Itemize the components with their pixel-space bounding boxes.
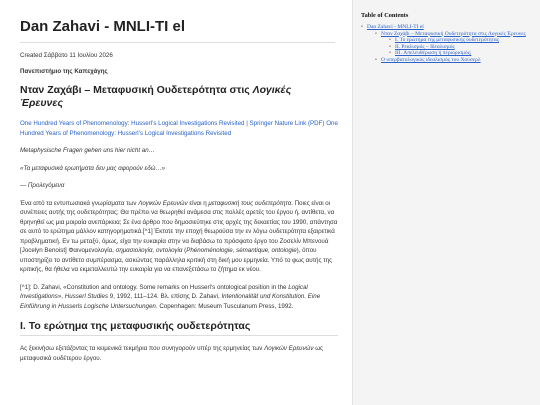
source-links xyxy=(20,119,338,138)
intro-text-8: Phénoménologie, sémantique, ontologie xyxy=(186,247,297,254)
intro-text-4: μεταφυσική τους ουδετερότητα xyxy=(208,199,292,207)
toc-sublist xyxy=(367,31,532,64)
toc-link-idealism[interactable]: Ο υπερβατολογικός ιδεαλισμός του Χούσερλ xyxy=(381,56,481,63)
section-1-text-2: Λογικών Ερευνών xyxy=(264,345,314,352)
toc-item-root xyxy=(361,24,532,64)
footnote-text-6: Intentionalität und Konstitution. Eine Einführung in Husserls Logische Untersuchungen xyxy=(20,293,321,310)
toc-sidebar xyxy=(352,0,540,405)
main-heading-italic: Λογικές Έρευνες xyxy=(20,84,292,109)
intro-paragraph xyxy=(20,199,338,275)
toc-item-section-1 xyxy=(389,37,532,44)
toc-item-section-2 xyxy=(389,44,532,51)
footnote-text-3: », xyxy=(57,293,65,300)
prologue-label: — Προλεγόμενα xyxy=(20,182,65,189)
toc-list xyxy=(361,24,532,64)
intro-text-9: ), όπου υποστηρίζει το αντίθετο συμπέρασμα, ασκώντας παράλληλα κριτική στη δική μου ερμηνεία. Υπό το φως αυτής της κριτικής, θα ήθελα να εκμεταλλευτώ την ευκαιρία για να επανεξετάσω το ζήτημα εκ νέου. xyxy=(20,247,333,273)
toc-link-section-1[interactable]: I. Το ερώτημα της μεταφυσικής ουδετερότητας xyxy=(395,37,499,44)
toc-link-section-3[interactable]: III. Απελευθέρωση ή περιορισμός; xyxy=(395,50,472,57)
intro-text-3: είναι η xyxy=(187,199,209,207)
created-date: Created Σάββατο 11 Ιουλίου 2026 xyxy=(20,52,113,59)
intro-text-2: Λογικών Ερευνών xyxy=(138,199,188,207)
toc-item-main-heading xyxy=(375,31,532,57)
section-heading-1: I. Το ερώτημα της μεταφυσικής ουδετερότητας xyxy=(20,320,338,336)
footnote-1 xyxy=(20,283,338,312)
footnote-text-4: Husserl Studies xyxy=(64,293,109,300)
toc-link-section-2[interactable]: II. Ρεαλισμός – Ιδεαλισμός xyxy=(395,43,455,50)
intro-text-1: Ένα από τα εντυπωσιακά γνωρίσματα των xyxy=(20,199,139,207)
intro-text-7: ( xyxy=(182,247,187,254)
section-1-text-1: Ας ξεκινήσω εξετάζοντας τα κειμενικά τεκμήρια που συνηγορούν υπέρ της ερμηνείας των xyxy=(20,345,265,352)
toc-item-section-3 xyxy=(389,50,532,57)
toc-item-idealism xyxy=(375,57,532,64)
footnote-text-5: 9, 1992, 111–124. Βλ. επίσης D. Zahavi, xyxy=(108,293,222,300)
main-heading xyxy=(20,84,335,109)
footnote-text-1: [^1]: D. Zahavi, «Constitution and ontology. Some remarks on Husserl’s ontological position in the xyxy=(20,283,289,291)
toc-title: Table of Contents xyxy=(361,12,409,19)
toc-subsublist xyxy=(381,37,532,57)
main-heading-text: Νταν Ζαχάβι – Μεταφυσική Ουδετερότητα στις xyxy=(20,84,253,96)
toc-link-main-heading[interactable]: Νταν Ζαχάβι – Μεταφυσική Ουδετερότητα στις Λογικές Έρευνες xyxy=(381,30,526,37)
footnote-text-7: . Copenhagen: Museum Tusculanum Press, 1992. xyxy=(155,302,294,310)
toc-link-root[interactable]: Dan Zahavi - MNLI-TI el xyxy=(367,24,424,30)
epigraph-greek: «Τα μεταφυσικά ερωτήματα δεν μας αφορούν εδώ…» xyxy=(20,164,166,172)
intro-text-5: . Ποιες είναι οι συνέπειες αυτής της ουδετερότητας; Θα πρέπει να θεωρηθεί ανάμεσα στις πολλές αρετές του έργου ή, αντίθετα, να θρηνηθεί ως μια μοιραία ανεπάρκεια; Σε ένα άρθρο που δημοσιεύτηκε στις αρχές της δεκαετίας του 1990, απάντησα σε αυτό το ερώτημα μάλλον κατηγορηματικά.[^1] Έκτοτε την εποχή θεωρούσα την εν λόγω ουδετερότητα εξαιρετικά προβληματική. Εν τω μεταξύ, όμως, είχα την ευκαιρία στην να διαβάσω το πρόσφατο έργο του Ζοσελίν Μπενουά [Jocelyn Benoist] Φαινομενολογία, xyxy=(20,199,338,254)
section-1-paragraph xyxy=(20,344,338,363)
intro-text-6: σημασιολογία, οντολογία xyxy=(115,247,183,254)
section-1-text-3: ως μεταφυσικά ουδέτερου έργου. xyxy=(20,345,324,362)
footnote-text-2: Logical Investigations xyxy=(20,283,308,300)
epigraph-german: Metaphysische Fragen gehen uns hier nicht an… xyxy=(20,147,155,154)
prologue-text: Προλεγόμενα xyxy=(27,182,65,189)
document-title: Dan Zahavi - MNLI-TI el xyxy=(20,18,335,43)
institution-label: Πανεπιστήμιο της Καπεχάγης xyxy=(20,68,108,75)
source-link[interactable]: One Hundred Years of Phenomenology: Husserl’s Logical Investigations Revisited | Springer Nature Link (PDF) One Hundred Years of Phenomenology: Husserl’s Logical Investigations Revisited xyxy=(20,120,338,137)
